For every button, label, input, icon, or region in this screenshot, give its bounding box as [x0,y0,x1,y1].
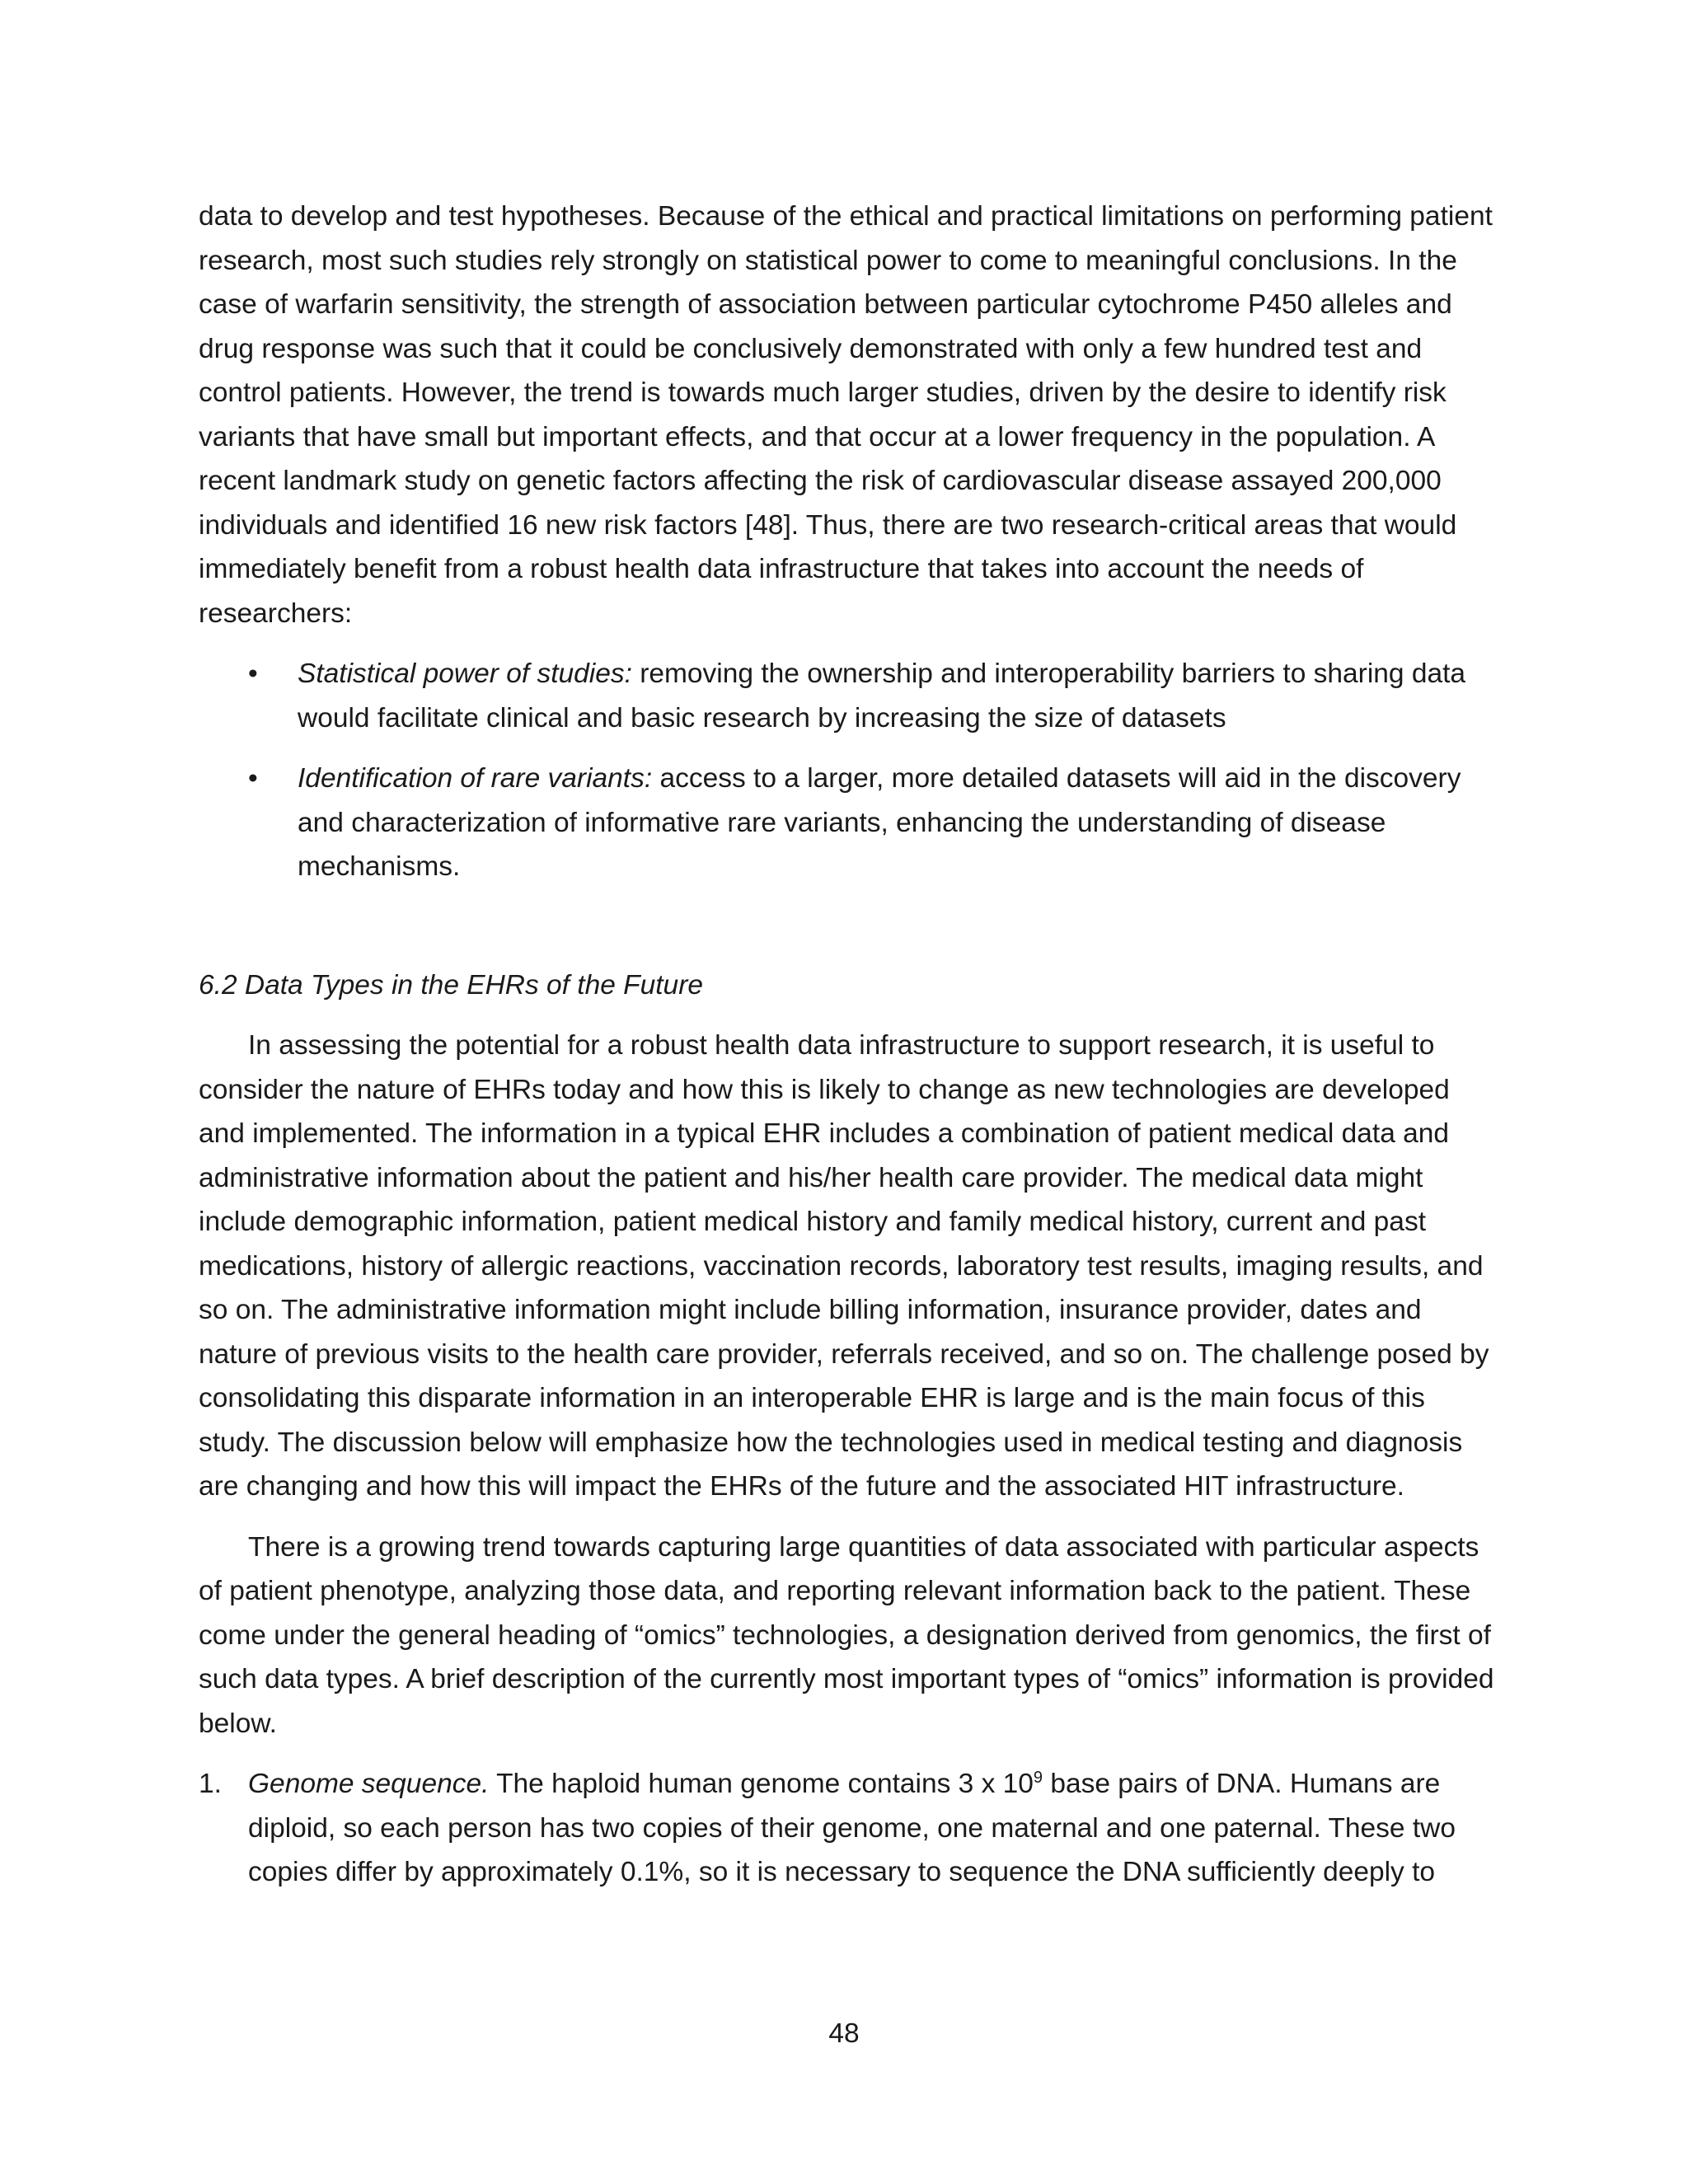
research-areas-list [199,652,1497,889]
item-term: Genome sequence. [248,1769,490,1799]
section-heading: 6.2 Data Types in the EHRs of the Future [199,969,703,1001]
item-text-part: base pairs of DNA. Humans are diploid, so each person has two copies of their genome, one maternal and one paternal. These two copies differ by approximately 0.1%, so it is necessary to sequence the DNA sufficiently deeply to [248,1769,1456,1887]
paragraph-ehr-nature: In assessing the potential for a robust health data infrastructure to support research, it is useful to consider the nature of EHRs today and how this is likely to change as new technologies are developed and implemented. The information in a typical EHR includes a combination of patient medical data and administrative information about the patient and his/her health care provider. The medical data might include demographic information, patient medical history and family medical history, current and past medications, history of allergic reactions, vaccination records, laboratory test results, imaging results, and so on. The administrative information might include billing information, insurance provider, dates and nature of previous visits to the health care provider, referrals received, and so on. The challenge posed by consolidating this disparate information in an interoperable EHR is large and is the main focus of this study. The discussion below will emphasize how the technologies used in medical testing and diagnosis are changing and how this will impact the EHRs of the future and the associated HIT infrastructure. [199,1030,1489,1502]
list-item [199,652,1497,740]
paragraph-omics-trend: There is a growing trend towards capturing large quantities of data associated with particular aspects of patient phenotype, analyzing those data, and reporting relevant information back to the patient. These come under the general heading of “omics” technologies, a designation derived from genomics, the first of such data types. A brief description of the currently most important types of “omics” information is provided below. [199,1531,1494,1739]
bullet-text: removing the ownership and interoperability barriers to sharing data would facilitate clinical and basic research by increasing the size of datasets [298,658,1466,733]
item-text-part: The haploid human genome contains 3 x 10 [489,1769,1034,1799]
document-body [199,194,1497,1895]
bullet-term: Statistical power of studies: [298,658,632,689]
exponent: 9 [1033,1769,1043,1787]
list-item [199,757,1497,889]
bullet-marker: • [248,763,258,794]
item-number: 1. [199,1769,222,1799]
omics-types-list [199,1762,1497,1895]
list-item [199,1762,1497,1895]
bullet-marker: • [248,658,258,689]
bullet-term: Identification of rare variants: [298,763,653,794]
bullet-text: access to a larger, more detailed datasets will aid in the discovery and characterization of informative rare variants, enhancing the understanding of disease mechanisms. [298,763,1461,882]
intro-paragraph: data to develop and test hypotheses. Because of the ethical and practical limitations on performing patient research, most such studies rely strongly on statistical power to come to meaningful conclusions. In the case of warfarin sensitivity, the strength of association between particular cytochrome P450 alleles and drug response was such that it could be conclusively demonstrated with only a few hundred test and control patients. However, the trend is towards much larger studies, driven by the desire to identify risk variants that have small but important effects, and that occur at a lower frequency in the population. A recent landmark study on genetic factors affecting the risk of cardiovascular disease assayed 200,000 individuals and identified 16 new risk factors [48]. Thus, there are two research-critical areas that would immediately benefit from a robust health data infrastructure that takes into account the needs of researchers: [199,201,1493,629]
page-number: 48 [828,2018,860,2049]
